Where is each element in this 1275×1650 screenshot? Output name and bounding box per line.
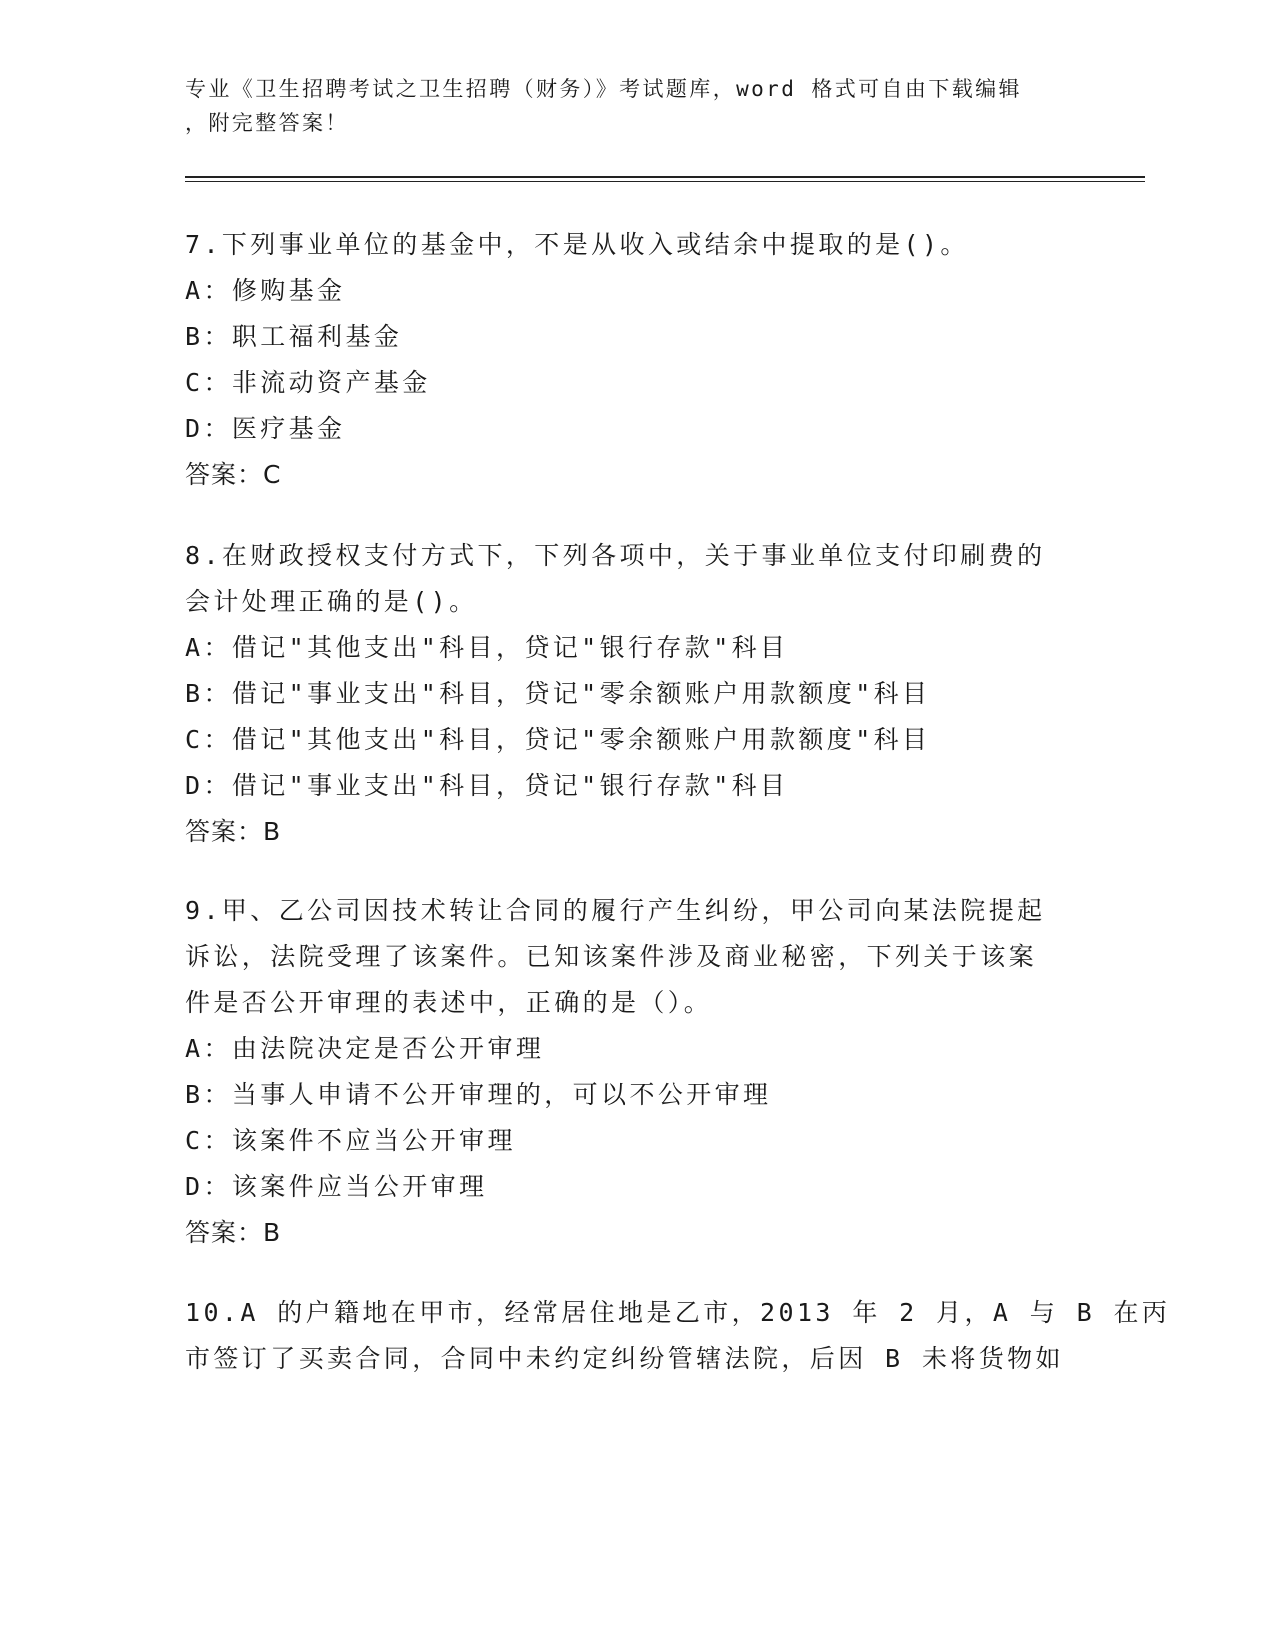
question-stem-continued: 诉讼，法院受理了该案件。已知该案件涉及商业秘密，下列关于该案 <box>185 942 1038 971</box>
option-c: C：该案件不应当公开审理 <box>185 1126 516 1155</box>
option-a: A：借记"其他支出"科目，贷记"银行存款"科目 <box>185 633 789 662</box>
question-stem-continued: 会计处理正确的是()。 <box>185 587 478 616</box>
question-stem-continued: 件是否公开审理的表述中，正确的是（）。 <box>185 988 713 1017</box>
question-7 <box>185 222 1065 498</box>
question-stem: 7.下列事业单位的基金中，不是从收入或结余中提取的是()。 <box>185 230 969 259</box>
question-stem: 9.甲、乙公司因技术转让合同的履行产生纠纷，甲公司向某法院提起 <box>185 896 1046 925</box>
question-stem-continued: 市签订了买卖合同，合同中未约定纠纷管辖法院，后因 B 未将货物如 <box>185 1344 1064 1373</box>
option-b: B：借记"事业支出"科目，贷记"零余额账户用款额度"科目 <box>185 679 931 708</box>
question-stem: 10.A 的户籍地在甲市，经常居住地是乙市，2013 年 2 月，A 与 B 在丙 <box>185 1298 1171 1327</box>
answer-label: 答案：C <box>185 460 282 489</box>
document-header <box>185 72 1065 140</box>
option-d: D：借记"事业支出"科目，贷记"银行存款"科目 <box>185 771 789 800</box>
option-c: C：非流动资产基金 <box>185 368 431 397</box>
header-line-1: 专业《卫生招聘考试之卫生招聘（财务）》考试题库，word 格式可自由下载编辑 <box>185 77 1022 101</box>
answer-label: 答案：B <box>185 817 282 846</box>
question-8 <box>185 533 1065 855</box>
option-a: A：由法院决定是否公开审理 <box>185 1034 545 1063</box>
option-d: D：医疗基金 <box>185 414 346 443</box>
answer-label: 答案：B <box>185 1218 282 1247</box>
option-b: B：当事人申请不公开审理的，可以不公开审理 <box>185 1080 772 1109</box>
question-stem: 8.在财政授权支付方式下，下列各项中，关于事业单位支付印刷费的 <box>185 541 1046 570</box>
question-10 <box>185 1290 1171 1382</box>
header-divider-thin <box>185 181 1145 182</box>
option-c: C：借记"其他支出"科目，贷记"零余额账户用款额度"科目 <box>185 725 931 754</box>
option-d: D：该案件应当公开审理 <box>185 1172 488 1201</box>
header-divider-thick <box>185 176 1145 178</box>
header-line-2: ，附完整答案！ <box>185 111 349 135</box>
option-b: B：职工福利基金 <box>185 322 403 351</box>
question-9 <box>185 888 1065 1256</box>
option-a: A：修购基金 <box>185 276 346 305</box>
